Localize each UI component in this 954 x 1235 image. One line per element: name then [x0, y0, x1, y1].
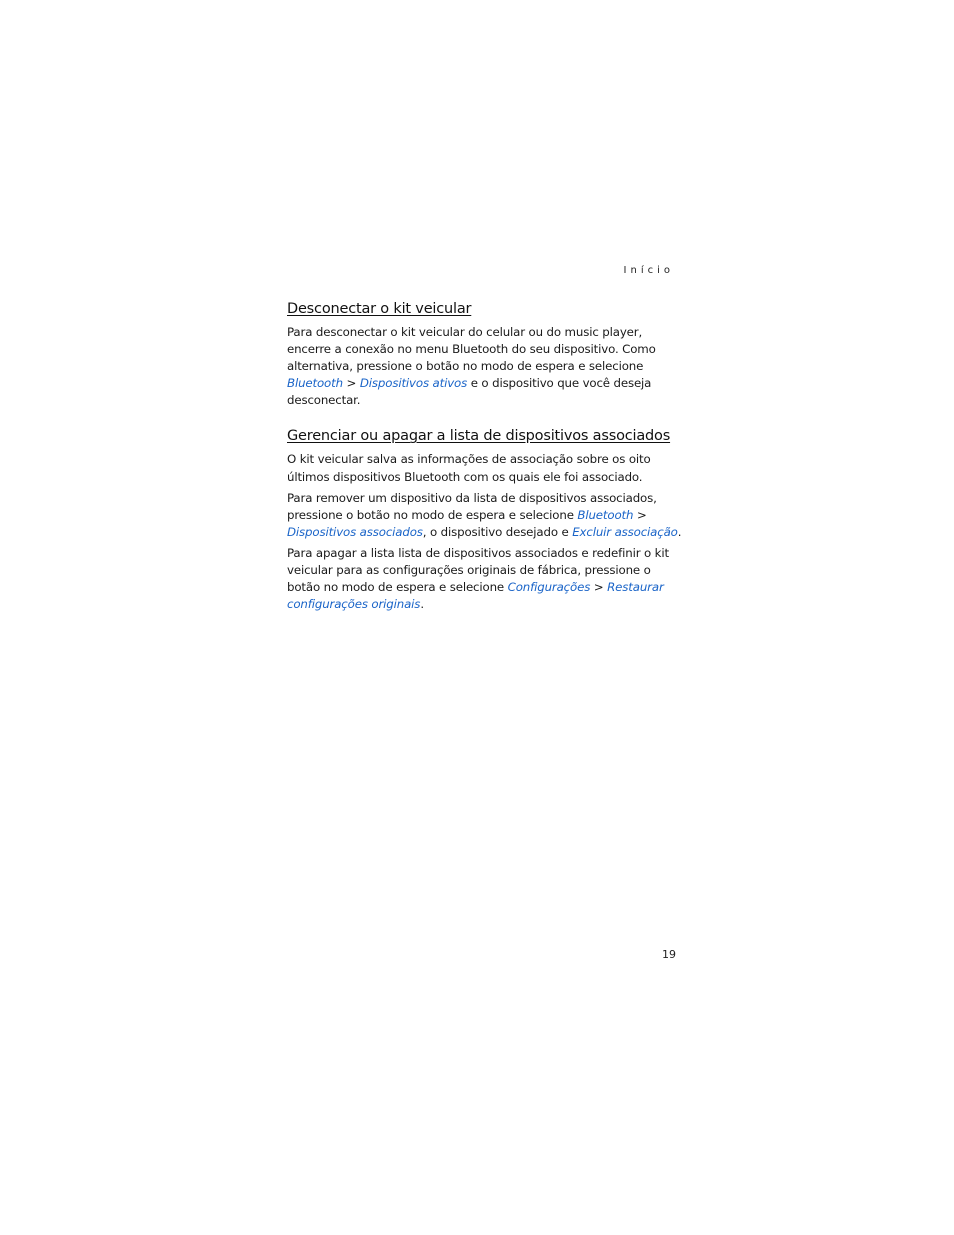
- text-run: O kit veicular salva as informações de associação sobre os oito últimos dispositivos Bluetooth com os quais ele foi associado.: [287, 452, 651, 484]
- text-run: .: [677, 524, 682, 539]
- section-heading-manage-list: Gerenciar ou apagar a lista de dispositivos associados: [287, 428, 671, 445]
- text-run: Para remover um dispositivo da lista de dispositivos associados, pressione o botão no modo de espera e selecione: [287, 490, 657, 522]
- paragraph-saved-info: [287, 451, 682, 485]
- text-run: .: [420, 597, 424, 612]
- text-run: Para apagar a lista lista de dispositivos associados e redefinir o kit veicular para as configurações originais de fábrica, pressione o botão no modo de espera e selecione: [287, 545, 669, 595]
- text-run: , o dispositivo desejado e: [422, 524, 573, 539]
- menu-term-associated-devices: Dispositivos associados: [287, 524, 423, 539]
- menu-term-delete-association: Excluir associação: [572, 524, 678, 539]
- menu-term-settings: Configurações: [507, 580, 591, 595]
- menu-term-bluetooth: Bluetooth: [287, 376, 343, 391]
- text-run: >: [590, 580, 608, 595]
- text-run: >: [342, 376, 360, 391]
- page-content: [287, 300, 682, 613]
- menu-term-bluetooth: Bluetooth: [577, 507, 634, 522]
- text-run: Para desconectar o kit veicular do celular ou do music player, encerre a conexão no menu Bluetooth do seu dispositivo. Como alternativa, pressione o botão no modo de espera e selecione: [287, 325, 656, 374]
- running-header: Início: [623, 265, 674, 276]
- text-run: e o dispositivo que você deseja desconectar.: [287, 376, 652, 408]
- paragraph-reset-list: [287, 545, 682, 613]
- page-number: 19: [662, 948, 676, 961]
- paragraph-remove-device: [287, 490, 682, 541]
- menu-term-restore-original-settings: Restaurar configurações originais: [287, 580, 664, 612]
- paragraph-disconnect: [287, 324, 682, 409]
- menu-term-active-devices: Dispositivos ativos: [359, 376, 468, 391]
- section-heading-disconnect: Desconectar o kit veicular: [287, 301, 472, 317]
- text-run: >: [633, 507, 647, 522]
